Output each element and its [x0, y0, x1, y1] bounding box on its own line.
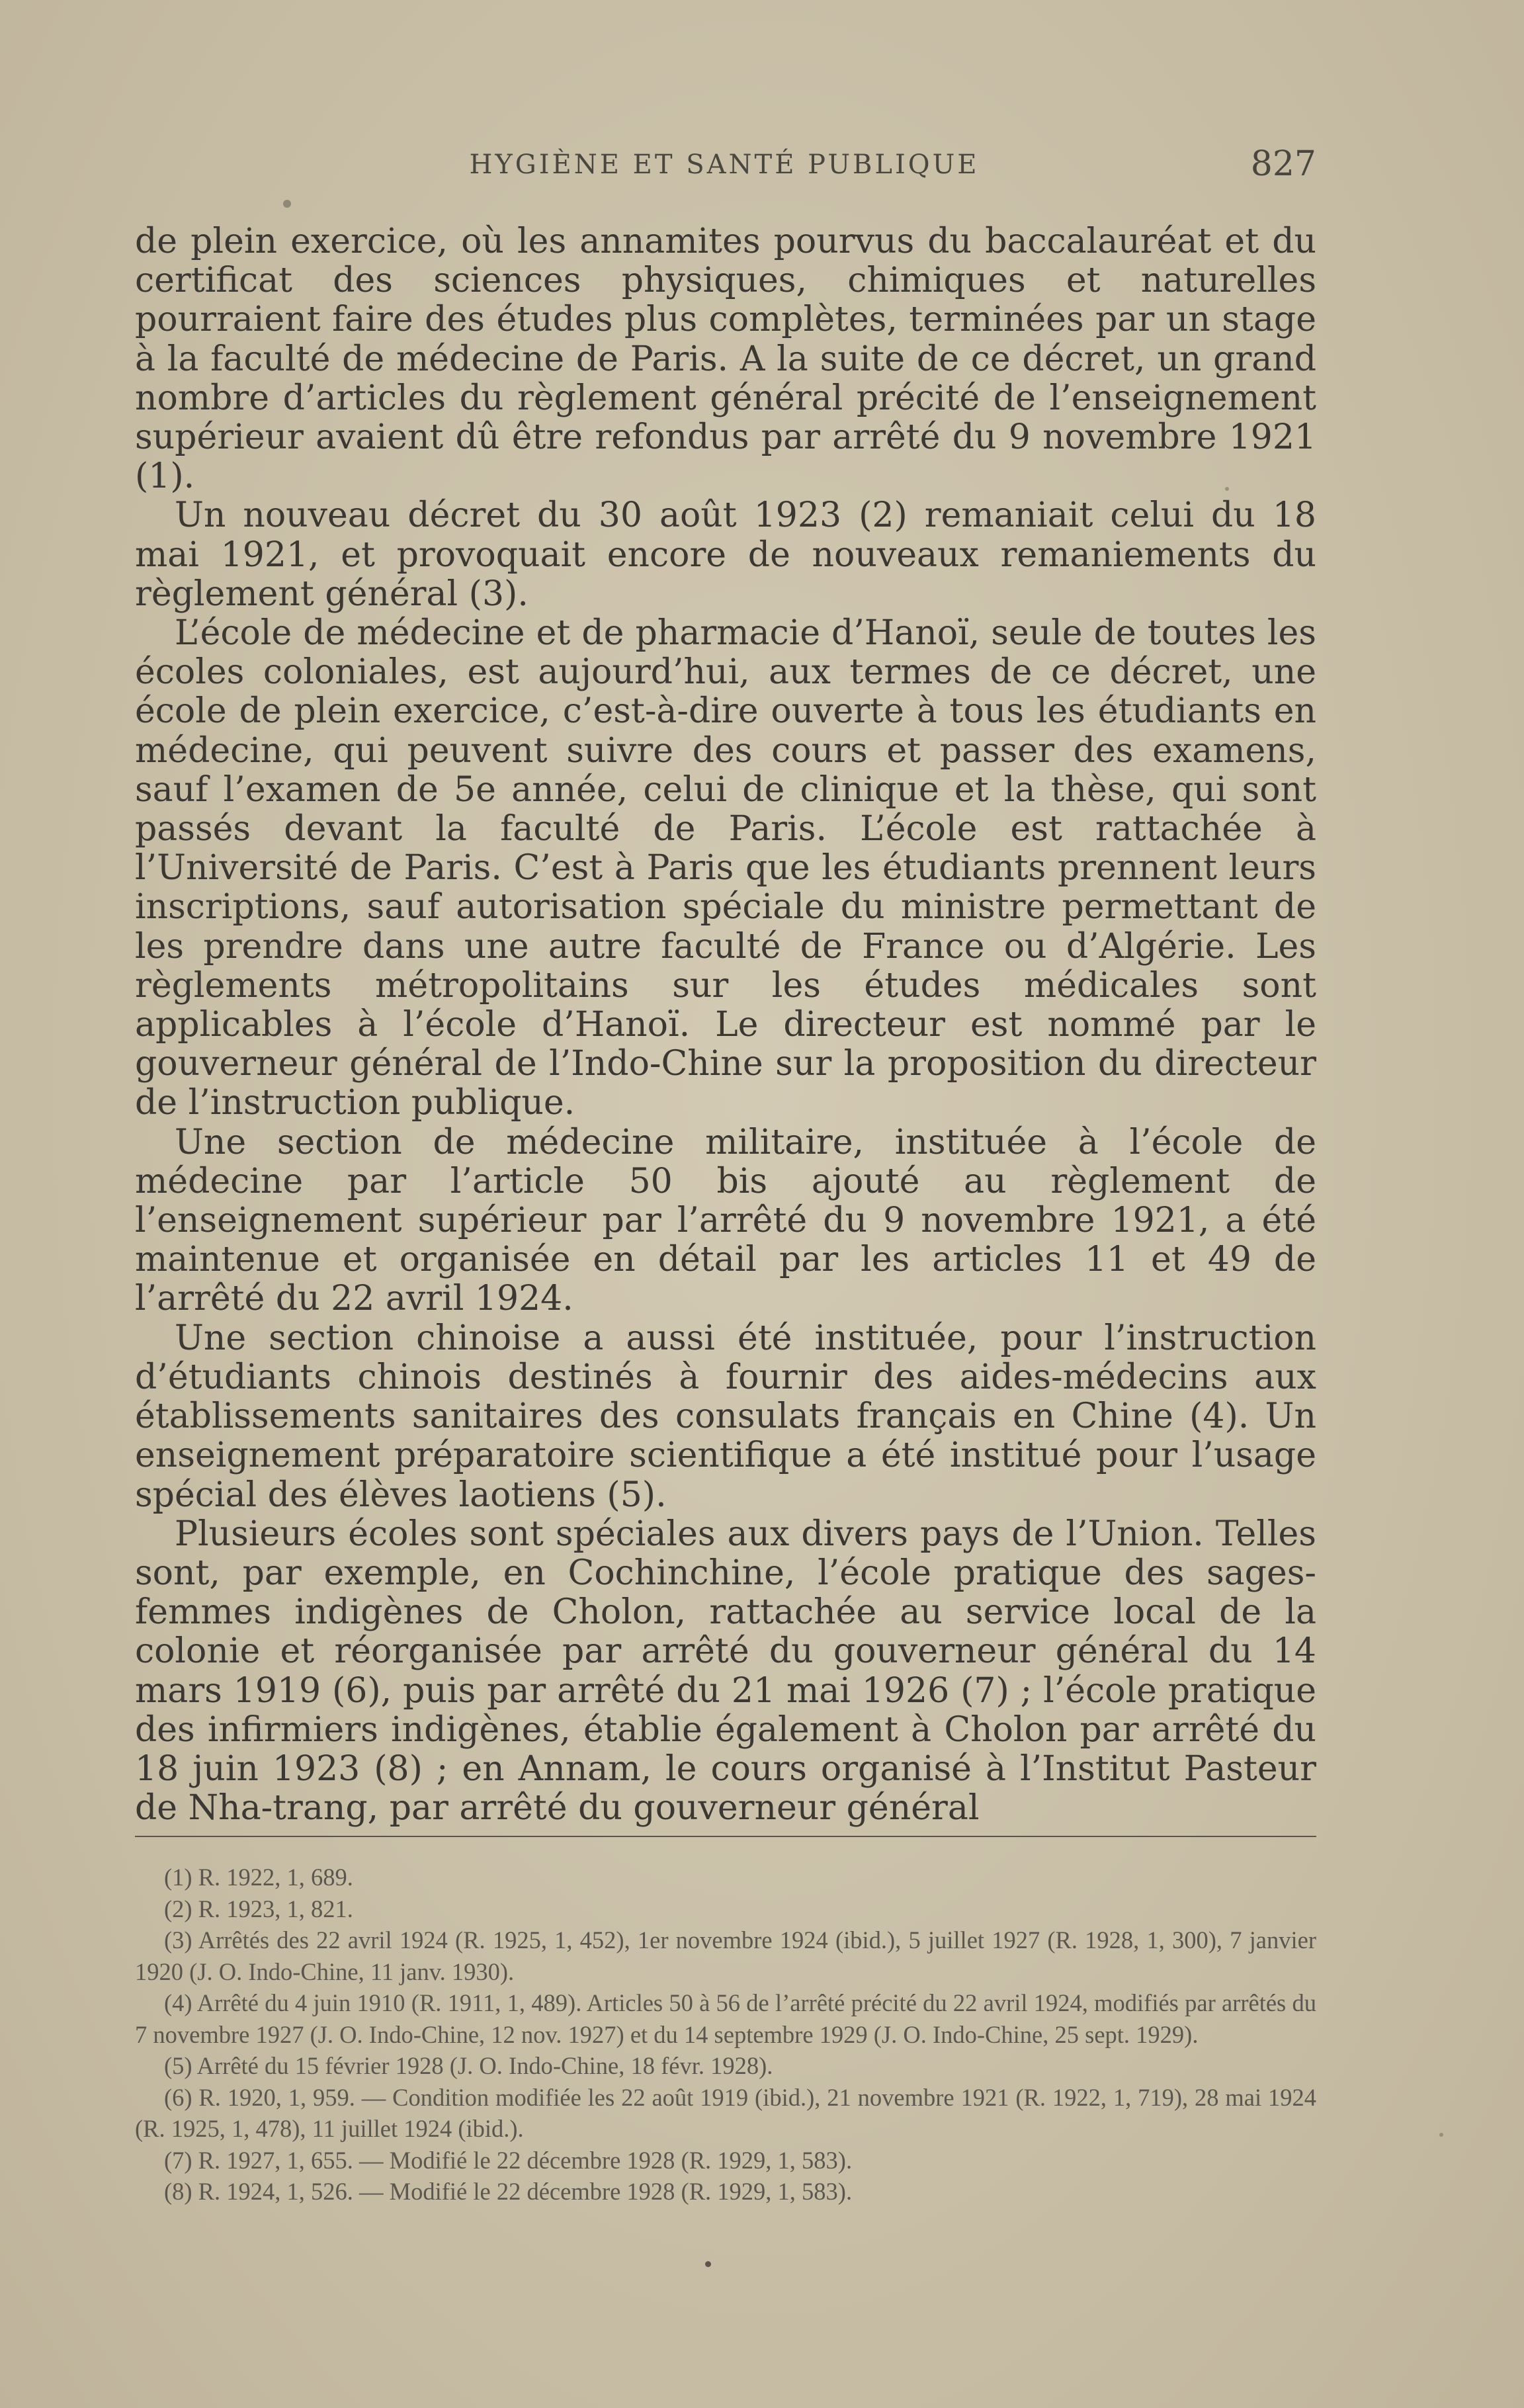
footnote-3: (3) Arrêtés des 22 avril 1924 (R. 1925, 1, 452), 1er novembre 1924 (ibid.), 5 juillet 1927 (R. 1928, 1, 300), 7 janvier 1920 (J. O. Indo-Chine, 11 janv. 1930).: [135, 1926, 1316, 1985]
paragraph-1: de plein exercice, où les annamites pourvus du baccalauréat et du certificat des sciences physiques, chimiques et naturelles pourraient faire des études plus complètes, terminées par un stage à la faculté de médecine de Paris. A la suite de ce décret, un grand nombre d’articles du règlement général précité de l’enseignement supérieur avaient dû être refondus par arrêté du 9 novembre 1921 (1).: [135, 222, 1316, 497]
footnote-7: (7) R. 1927, 1, 655. — Modifié le 22 décembre 1928 (R. 1929, 1, 583).: [164, 2146, 853, 2174]
paper-speck: [1225, 487, 1229, 491]
footnote-1: (1) R. 1922, 1, 689.: [164, 1864, 353, 1891]
footnotes: [135, 1862, 1316, 2208]
footnote-6: (6) R. 1920, 1, 959. — Condition modifiée les 22 août 1919 (ibid.), 21 novembre 1921 (R. 1922, 1, 719), 28 mai 1924 (R. 1925, 1, 478), 11 juillet 1924 (ibid.).: [135, 2083, 1316, 2142]
paragraph-4: Une section de médecine militaire, instituée à l’école de médecine par l’article 50 bis ajouté au règlement de l’enseignement supérieur par l’arrêté du 9 novembre 1921, a été maintenue et organisée en détail par les articles 11 et 49 de l’arrêté du 22 avril 1924.: [135, 1122, 1316, 1319]
footnote-4: (4) Arrêté du 4 juin 1910 (R. 1911, 1, 489). Articles 50 à 56 de l’arrêté précité du 22 avril 1924, modifiés par arrêtés du 7 novembre 1927 (J. O. Indo-Chine, 12 nov. 1927) et du 14 septembre 1929 (J. O. Indo-Chine, 25 sept. 1929).: [135, 1989, 1316, 2048]
page-header: [132, 144, 1316, 196]
body-text: [135, 222, 1316, 1828]
paragraph-2: Un nouveau décret du 30 août 1923 (2) remaniait celui du 18 mai 1921, et provoquait encore de nouveaux remaniements du règlement général (3).: [135, 495, 1316, 614]
paragraph-6: Plusieurs écoles sont spéciales aux divers pays de l’Union. Telles sont, par exemple, en Cochinchine, l’école pratique des sages-femmes indigènes de Cholon, rattachée au service local de la colonie et réorganisée par arrêté du gouverneur général du 14 mars 1919 (6), puis par arrêté du 21 mai 1926 (7) ; l’école pratique des infirmiers indigènes, établie également à Cholon par arrêté du 18 juin 1923 (8) ; en Annam, le cours organisé à l’Institut Pasteur de Nha-trang, par arrêté du gouverneur général: [135, 1514, 1316, 1828]
paragraph-3: L’école de médecine et de pharmacie d’Hanoï, seule de toutes les écoles coloniales, est aujourd’hui, aux termes de ce décret, une école de plein exercice, c’est-à-dire ouverte à tous les étudiants en médecine, qui peuvent suivre des cours et passer des examens, sauf l’examen de 5e année, celui de clinique et la thèse, qui sont passés devant la faculté de Paris. L’école est rattachée à l’Université de Paris. C’est à Paris que les étudiants prennent leurs inscriptions, sauf autorisation spéciale du ministre permettant de les prendre dans une autre faculté de France ou d’Algérie. Les règlements métropolitains sur les études médicales sont applicables à l’école d’Hanoï. Le directeur est nommé par le gouverneur général de l’Indo-Chine sur la proposition du directeur de l’instruction publique.: [135, 613, 1316, 1123]
paper-speck: [1439, 2133, 1443, 2137]
running-head: HYGIÈNE ET SANTÉ PUBLIQUE: [469, 150, 980, 180]
footnote-rule: [135, 1836, 1316, 1837]
paragraph-5: Une section chinoise a aussi été instituée, pour l’instruction d’étudiants chinois destinés à fournir des aides-médecins aux établissements sanitaires des consulats français en Chine (4). Un enseignement préparatoire scientifique a été institué pour l’usage spécial des élèves laotiens (5).: [135, 1318, 1316, 1515]
footnote-5: (5) Arrêté du 15 février 1928 (J. O. Indo-Chine, 18 févr. 1928).: [164, 2052, 773, 2079]
page-number: 827: [1250, 144, 1316, 184]
footnote-2: (2) R. 1923, 1, 821.: [164, 1895, 353, 1922]
page-dot-mark: [705, 2261, 711, 2267]
footnote-8: (8) R. 1924, 1, 526. — Modifié le 22 décembre 1928 (R. 1929, 1, 583).: [164, 2178, 853, 2205]
paper-speck: [283, 200, 291, 208]
